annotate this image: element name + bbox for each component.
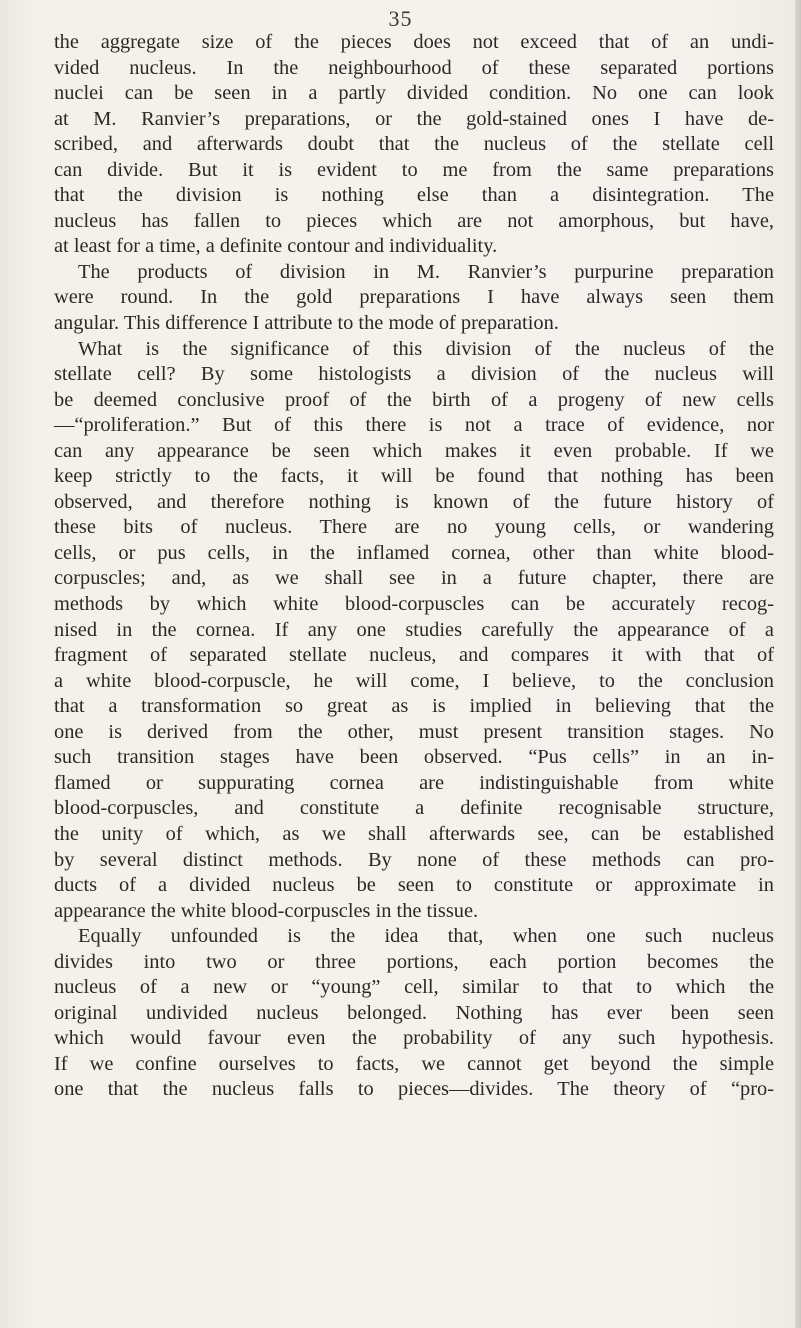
text-line: can any appearance be seen which makes it even probable. If we <box>54 439 774 462</box>
text-line: be deemed conclusive proof of the birth of a progeny of new cells <box>54 388 774 411</box>
text-line: nuclei can be seen in a partly divided condition. No one can look <box>54 82 774 105</box>
text-line: ducts of a divided nucleus be seen to constitute or approximate in <box>54 874 774 897</box>
text-line: scribed, and afterwards doubt that the nucleus of the stellate cell <box>54 133 774 156</box>
text-line: vided nucleus. In the neighbourhood of these separated portions <box>54 56 774 79</box>
text-line: —“proliferation.” But of this there is not a trace of evidence, nor <box>54 414 774 437</box>
text-line: a white blood-corpuscle, he will come, I believe, to the conclusion <box>54 669 774 692</box>
text-line: If we confine ourselves to facts, we cannot get beyond the simple <box>54 1052 774 1075</box>
text-line: nised in the cornea. If any one studies carefully the appearance of a <box>54 618 774 641</box>
text-line: divides into two or three portions, each portion becomes the <box>54 950 774 973</box>
page-edge <box>795 0 801 1328</box>
text-line: observed, and therefore nothing is known of the future history of <box>54 490 774 513</box>
body-text <box>54 30 774 1103</box>
text-line: these bits of nucleus. There are no young cells, or wandering <box>54 516 774 539</box>
text-line: at least for a time, a definite contour and individuality. <box>54 235 498 258</box>
text-line: cells, or pus cells, in the inflamed cornea, other than white blood- <box>54 541 774 564</box>
text-line: original undivided nucleus belonged. Nothing has ever been seen <box>54 1001 774 1024</box>
text-line: keep strictly to the facts, it will be found that nothing has been <box>54 465 774 488</box>
text-line: the aggregate size of the pieces does not exceed that of an undi- <box>54 31 774 53</box>
text-line: Equally unfounded is the idea that, when one such nucleus <box>78 925 774 948</box>
text-line: were round. In the gold preparations I have always seen them <box>54 286 774 309</box>
text-line: angular. This difference I attribute to the mode of preparation. <box>54 312 559 335</box>
text-line: at M. Ranvier’s preparations, or the gold-stained ones I have de- <box>54 107 774 130</box>
text-line: such transition stages have been observed. “Pus cells” in an in- <box>54 746 774 769</box>
text-line: one that the nucleus falls to pieces—divides. The theory of “pro- <box>54 1078 774 1101</box>
text-line: What is the significance of this division of the nucleus of the <box>78 337 774 360</box>
page-number: 35 <box>388 6 413 31</box>
text-line: one is derived from the other, must present transition stages. No <box>54 720 774 743</box>
text-line: blood-corpuscles, and constitute a definite recognisable structure, <box>54 797 774 820</box>
text-line: that the division is nothing else than a disintegration. The <box>54 184 774 207</box>
text-line: stellate cell? By some histologists a division of the nucleus will <box>54 363 774 386</box>
text-line: nucleus has fallen to pieces which are not amorphous, but have, <box>54 209 774 232</box>
text-line: appearance the white blood-corpuscles in the tissue. <box>54 899 479 922</box>
text-line: corpuscles; and, as we shall see in a future chapter, there are <box>54 567 774 590</box>
text-line: fragment of separated stellate nucleus, and compares it with that of <box>54 644 774 667</box>
text-line: which would favour even the probability of any such hypothesis. <box>54 1027 774 1050</box>
text-line: The products of division in M. Ranvier’s purpurine preparation <box>78 260 774 283</box>
text-line: can divide. But it is evident to me from the same preparations <box>54 158 774 181</box>
text-line: that a transformation so great as is implied in believing that the <box>54 695 774 718</box>
text-line: by several distinct methods. By none of these methods can pro- <box>54 848 774 871</box>
text-line: the unity of which, as we shall afterwards see, can be established <box>54 822 774 845</box>
text-line: flamed or suppurating cornea are indistinguishable from white <box>54 771 774 794</box>
text-line: methods by which white blood-corpuscles can be accurately recog- <box>54 593 774 616</box>
text-line: nucleus of a new or “young” cell, similar to that to which the <box>54 976 774 999</box>
